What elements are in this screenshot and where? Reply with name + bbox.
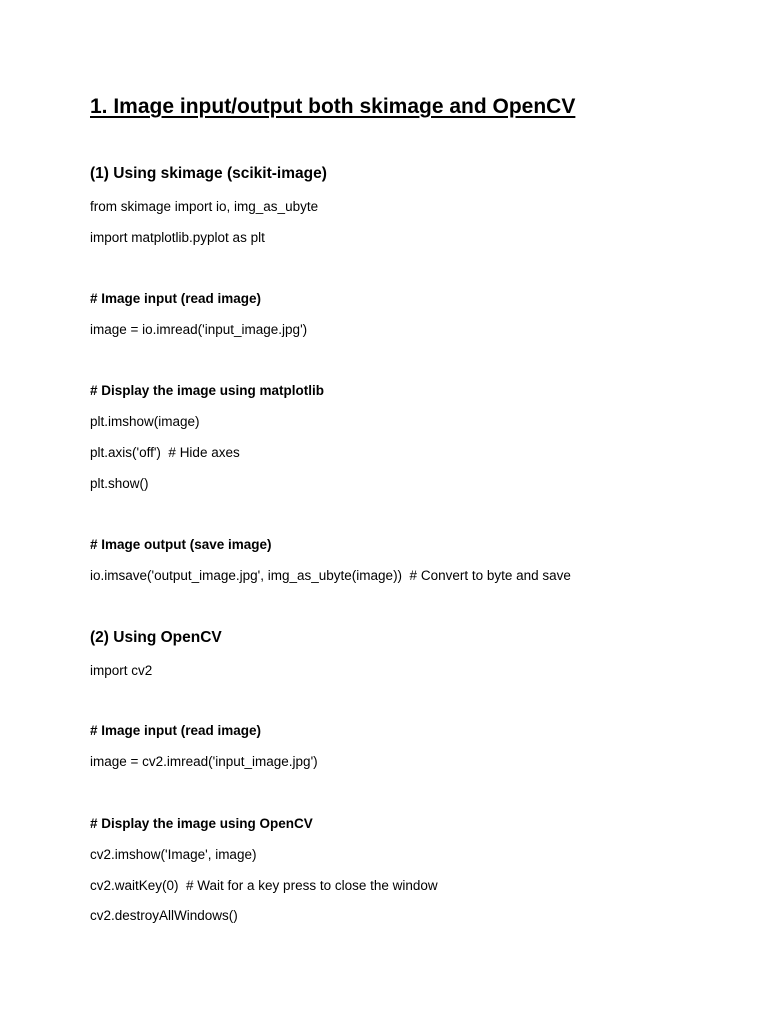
code-line-imsave: io.imsave('output_image.jpg', img_as_ubyte(image)) # Convert to byte and save [90, 568, 571, 583]
code-comment-cv2-display: # Display the image using OpenCV [90, 816, 313, 831]
code-line-import-skimage: from skimage import io, img_as_ubyte [90, 199, 319, 214]
code-line-plt-imshow: plt.imshow(image) [90, 414, 200, 429]
code-comment-image-output: # Image output (save image) [90, 537, 272, 552]
code-line-import-matplotlib: import matplotlib.pyplot as plt [90, 230, 265, 245]
code-line-import-cv2: import cv2 [90, 663, 153, 678]
code-line-imread: image = io.imread('input_image.jpg') [90, 322, 308, 337]
code-comment-display: # Display the image using matplotlib [90, 383, 325, 398]
code-line-cv2-destroy: cv2.destroyAllWindows() [90, 908, 238, 923]
code-line-cv2-imread: image = cv2.imread('input_image.jpg') [90, 754, 318, 769]
code-line-cv2-imshow: cv2.imshow('Image', image) [90, 847, 257, 862]
code-line-cv2-waitkey: cv2.waitKey(0) # Wait for a key press to close the window [90, 878, 438, 893]
code-comment-cv2-input: # Image input (read image) [90, 723, 262, 738]
code-line-plt-show: plt.show() [90, 476, 149, 491]
section-heading-opencv: (2) Using OpenCV [90, 629, 222, 646]
section-heading-skimage: (1) Using skimage (scikit-image) [90, 165, 327, 182]
code-comment-image-input: # Image input (read image) [90, 291, 262, 306]
code-line-plt-axis: plt.axis('off') # Hide axes [90, 445, 240, 460]
document-title: 1. Image input/output both skimage and OpenCV [90, 95, 576, 118]
